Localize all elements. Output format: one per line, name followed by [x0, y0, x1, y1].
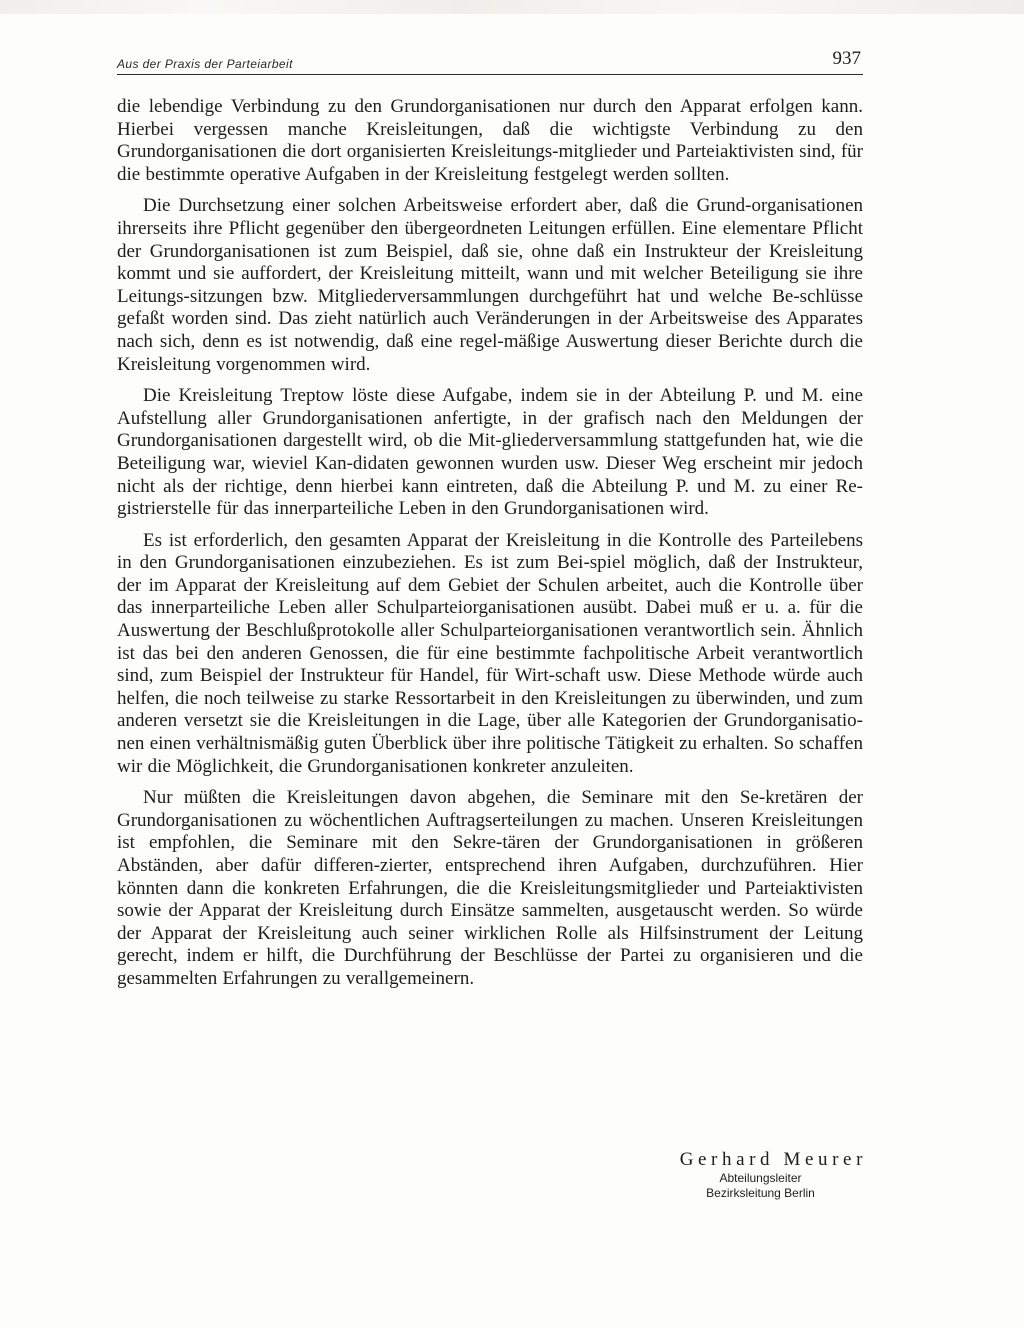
paragraph: Es ist erforderlich, den gesamten Apparat der Kreisleitung in die Kontrolle des Parteilebens in den Grundorganisationen einzubeziehen. Es ist zum Bei-spiel möglich, daß der Instrukteur, der im Apparat der Kreisleitung auf dem Gebiet der Schulen arbeitet, auch die Kontrolle über das innerparteiliche Leben aller Schulparteiorganisationen ausübt. Dabei muß er u. a. für die Auswertung der Beschlußprotokolle aller Schulparteiorganisationen verantwortlich sein. Ähnlich ist das bei den anderen Genossen, die für eine bestimmte fachpolitische Arbeit verantwortlich sind, zum Beispiel der Instrukteur für Handel, für Wirt-schaft usw. Diese Methode würde auch helfen, die noch teilweise zu starke Ressortarbeit in den Kreisleitungen zu überwinden, und zum anderen versetzt sie die Kreisleitungen in die Lage, über alle Kategorien der Grundorganisatio-nen einen verhältnismäßig guten Überblick über ihre politische Tätigkeit zu erhalten. So schaffen wir die Möglichkeit, die Grundorganisationen konkreter anzuleiten.	[117, 529, 863, 777]
paragraph: Nur müßten die Kreisleitungen davon abgehen, die Seminare mit den Se-kretären der Grundorganisationen zu wöchentlichen Auftragserteilungen zu machen. Unseren Kreisleitungen ist empfohlen, die Seminare mit den Sekre-tären der Grundorganisationen in größeren Abständen, aber dafür differen-zierter, entsprechend ihren Aufgaben, durchzuführen. Hier könnten dann die konkreten Erfahrungen, die die Kreisleitungsmitglieder und Parteiaktivisten sowie der Apparat der Kreisleitung durch Einsätze sammelten, ausgetauscht werden. So würde der Apparat der Kreisleitung auch seiner wirklichen Rolle als Hilfsinstrument der Leitung gerecht, indem er hilft, die Durchführung der Beschlüsse der Partei zu organisieren und die gesammelten Erfahrungen zu verallgemeinern.	[117, 787, 863, 989]
author-office: Bezirksleitung Berlin	[706, 1186, 815, 1200]
running-head: Aus der Praxis der Parteiarbeit	[117, 57, 293, 71]
scan-edge	[0, 0, 1024, 14]
paragraph: die lebendige Verbindung zu den Grundorganisationen nur durch den Apparat erfolgen kann. Hierbei vergessen manche Kreisleitungen, daß die wichtigste Verbindung zu den Grundorganisationen die dort organisierten Kreisleitungs-mitglieder und Parteiaktivisten sind, für die bestimmte operative Aufgaben in der Kreisleitung festgelegt werden sollten.	[117, 96, 863, 185]
author-title: Abteilungsleiter	[719, 1171, 802, 1185]
page-header	[117, 46, 863, 75]
paragraph: Die Durchsetzung einer solchen Arbeitsweise erfordert aber, daß die Grund-organisationen ihrerseits ihre Pflicht gegenüber den übergeordneten Leitungen erfüllen. Eine elementare Pflicht der Grundorganisationen ist zum Beispiel, daß sie, ohne daß ein Instrukteur der Kreisleitung kommt und sie auffordert, der Kreisleitung mitteilt, wann und mit welcher Beteiligung sie ihre Leitungs-sitzungen bzw. Mitgliederversammlungen durchgeführt hat und welche Be-schlüsse gefaßt worden sind. Das zieht natürlich auch Veränderungen in der Arbeitsweise des Apparates nach sich, denn es ist notwendig, daß eine regel-mäßige Auswertung dieser Berichte durch die Kreisleitung vorgenommen wird.	[117, 195, 863, 375]
article-body	[117, 96, 863, 1000]
paragraph: Die Kreisleitung Treptow löste diese Aufgabe, indem sie in der Abteilung P. und M. eine Aufstellung aller Grundorganisationen anfertigte, in der grafisch nach den Meldungen der Grundorganisationen dargestellt wird, ob die Mit-gliederversammlung stattgefunden hat, wie die Beteiligung war, wieviel Kan-didaten gewonnen wurden usw. Dieser Weg erscheint mir jedoch nicht als der richtige, denn hierbei kann eintreten, daß die Abteilung P. und M. zu einer Re-gistrierstelle für das innerparteiliche Leben in den Grundorganisationen wird.	[117, 385, 863, 520]
author-name: Gerhard Meurer	[679, 1149, 867, 1170]
page-number: 937	[832, 48, 861, 69]
author-signature	[618, 1149, 867, 1201]
